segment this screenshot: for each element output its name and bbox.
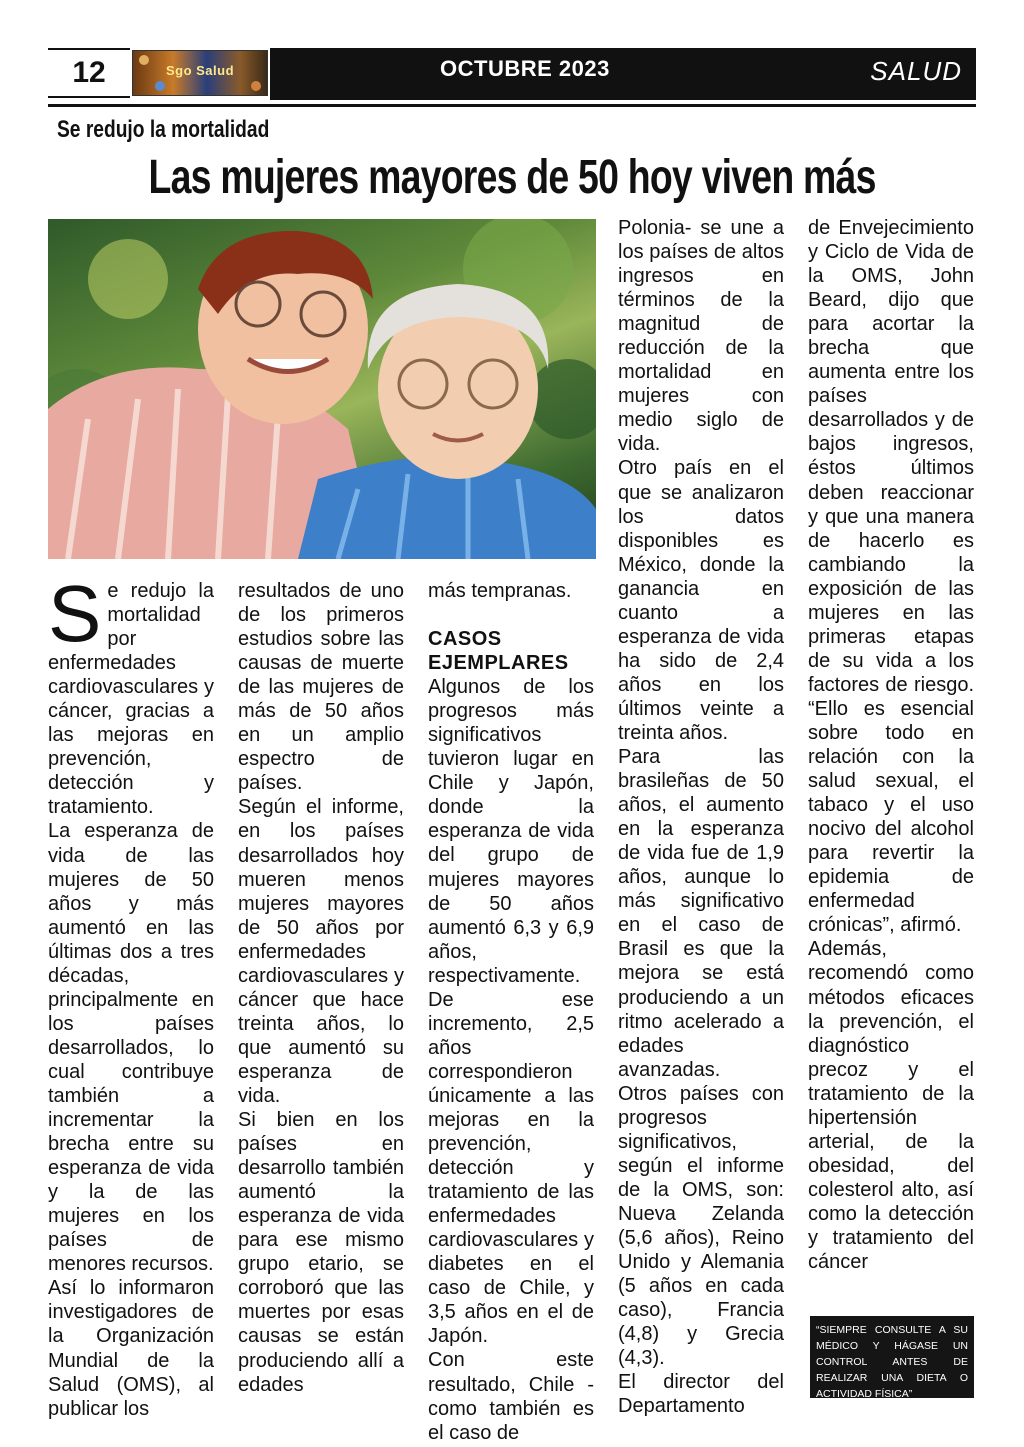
paragraph: más tempranas.	[428, 580, 572, 602]
paragraph: Para las brasileñas de 50 años, el aumento en la esperanza de vida fue de 1,9 años, aunque lo más significativo en el caso de Brasil es que la mejora se está produciendo a un ritmo acelerado a edades avanzadas.	[618, 746, 784, 1081]
article-photo	[48, 219, 596, 559]
health-advice-callout: “SIEMPRE CONSULTE A SU MÉDICO Y HÁGASE UN CONTROL ANTES DE REALIZAR UNA DIETA O ACTIVIDAD FÍSICA”	[810, 1316, 974, 1398]
paragraph: resultados de uno de los primeros estudios sobre las causas de muerte de las mujeres de más de 50 años en un amplio espectro de países.	[238, 580, 404, 795]
logo-text: Sgo Salud	[165, 63, 235, 78]
logo-decoration	[251, 81, 261, 91]
section-name: SALUD	[870, 56, 962, 86]
article-column-5	[808, 216, 974, 1274]
paragraph: Según el informe, en los países desarrollados hoy mueren menos mujeres mayores de 50 años por enfermedades cardiovasculares y cáncer que hace treinta años, lo que aumentó su esperanza de vida.	[238, 796, 404, 1107]
paragraph: Polonia- se une a los países de altos ingresos en términos de la magnitud de reducción de la mortalidad en mujeres con medio siglo de vida.	[618, 217, 784, 456]
article-column-3	[428, 579, 594, 1445]
paragraph: La esperanza de vida de las mujeres de 50 años y más aumentó en las últimas dos a tres décadas, principalmente en los países desarrollados, lo cual contribuye también a incrementar la brecha entre su esperanza de vida y la de las mujeres en los países de menores recursos.	[48, 820, 214, 1276]
article-kicker: Se redujo la mortalidad	[57, 116, 270, 143]
paragraph: de Envejecimiento y Ciclo de Vida de la OMS, John Beard, dijo que para acortar la brecha que aumenta entre los países desarrollados y de bajos ingresos, éstos últimos deben reaccionar y que una manera de hacerlo es cambiando la exposición de las mujeres en las primeras etapas de su vida a los factores de riesgo. “Ello es esencial sobre todo en relación con la salud sexual, el tabaco y el uso nocivo del alcohol para revertir la epidemia de enfermedad crónicas”, afirmó.	[808, 217, 974, 937]
paragraph	[48, 569, 214, 819]
header-rule	[48, 104, 976, 107]
paragraph-text: e redujo la mortalidad por enfermedades cardiovasculares y cáncer, gracias a las mejoras en prevención, detección y tratamiento.	[48, 580, 214, 819]
header-bar	[270, 48, 976, 100]
paragraph: El director del Departamento	[618, 1371, 784, 1418]
article-column-2	[238, 579, 404, 1397]
article-column-4	[618, 216, 784, 1418]
headline-text: Las mujeres mayores de 50 hoy viven más	[148, 151, 876, 204]
section-subhead: CASOS EJEMPLARES	[428, 628, 569, 675]
photo-illustration	[48, 219, 596, 559]
paragraph: Así lo informaron investigadores de la Organización Mundial de la Salud (OMS), al publicar los	[48, 1277, 214, 1420]
page-header	[48, 48, 976, 100]
article-headline	[0, 150, 1024, 205]
paragraph: Otro país en el que se analizaron los datos disponibles es México, donde la ganancia en cuanto a esperanza de vida ha sido de 2,4 años en los últimos veinte a treinta años.	[618, 457, 784, 744]
page-number: 12	[48, 48, 130, 98]
issue-date: OCTUBRE 2023	[440, 56, 610, 81]
paragraph	[428, 603, 594, 627]
publication-logo	[132, 50, 268, 96]
paragraph: Si bien en los países en desarrollo también aumentó la esperanza de vida para ese mismo grupo etario, se corroboró que las muertes por esas causas se están produciendo allí a edades	[238, 1109, 404, 1396]
logo-decoration	[155, 81, 165, 91]
paragraph: Algunos de los progresos más significativos tuvieron lugar en Chile y Japón, donde la esperanza de vida del grupo de mujeres mayores de 50 años aumentó 6,3 y 6,9 años, respectivamente. De ese incremento, 2,5 años correspondieron únicamente a las mejoras en la prevención, detección y tratamiento de las enfermedades cardiovasculares y diabetes en el caso de Chile, y 3,5 años en el de Japón.	[428, 676, 594, 1348]
paragraph: Otros países con progresos significativos, según el informe de la OMS, son: Nueva Zelanda (5,6 años), Reino Unido y Alemania (5 años en cada caso), Francia (4,8) y Grecia (4,3).	[618, 1082, 784, 1370]
article-column-1	[48, 569, 214, 1421]
paragraph: Además, recomendó como métodos eficaces la prevención, el diagnóstico precoz y el tratamiento de la hipertensión arterial, de la obesidad, del colesterol alto, así como la detección y tratamiento del cáncer	[808, 938, 974, 1274]
drop-cap: S	[48, 569, 102, 658]
paragraph: Con este resultado, Chile -como también es el caso de	[428, 1349, 594, 1444]
